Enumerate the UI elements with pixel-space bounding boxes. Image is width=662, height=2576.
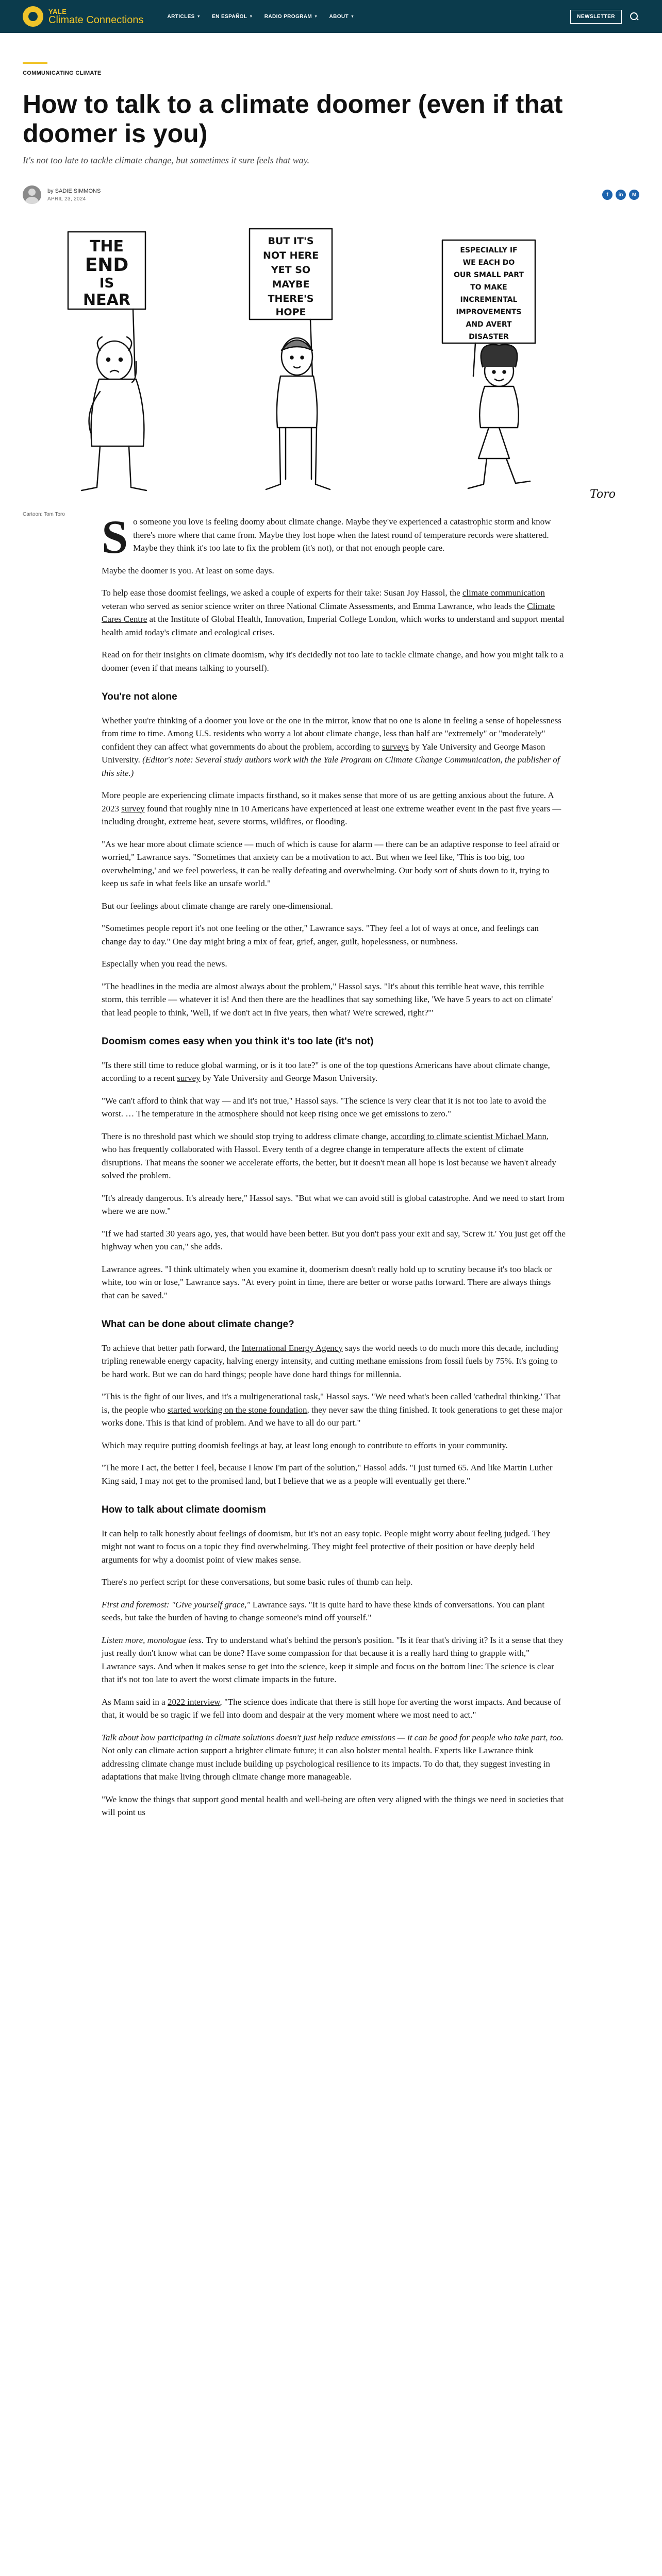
- sign1-line1: THE: [89, 238, 124, 256]
- paragraph-5: Whether you're thinking of a doomer you love or the one in the mirror, know that no one is alone in feeling a sense of hopelessness from time to time. Among U.S. residents who worry a lot about climate change, less than half are "extremely" or "moderately" confident they can affect what governments do about the problem, according to surveys by Yale University and George Mason University. (Editor's note: Several study authors work with the Yale Program on Climate Change Communication, the publisher of this site.): [102, 715, 561, 778]
- link-climate-cares-centre[interactable]: Climate Cares Centre: [102, 601, 555, 624]
- article-title: How to talk to a climate doomer (even if that doomer is you): [23, 90, 563, 148]
- sign2-line5: THERE'S: [268, 293, 314, 304]
- link-iea[interactable]: International Energy Agency: [241, 1343, 343, 1353]
- sign3-line4: TO MAKE: [470, 283, 507, 292]
- author-name[interactable]: by SADIE SIMMONS: [47, 188, 101, 194]
- share-buttons: [602, 190, 639, 200]
- paragraph-14: There is no threshold past which we should stop trying to address climate change, according to climate scientist Michael Mann, who has frequently collaborated with Hassol. Every tenth of a degree change in temperature affects the extent of climate disruptions. That means the sooner we accelerate efforts, the better, but it doesn't mean all hope is lost because we haven't already solved the problem.: [102, 1131, 556, 1180]
- paragraph-1: So someone you love is feeling doomy about climate change. Maybe they've experienced a catastrophic storm and know there's more where that came from. Maybe they lost hope when the latest round of temperature records were shattered. Maybe they think it's too late to fix the problem (it's not), or that not enough people care.: [102, 511, 551, 563]
- link-survey-2023[interactable]: survey: [121, 803, 145, 814]
- facebook-share-icon[interactable]: f: [602, 190, 613, 200]
- section-heading-how-to-talk: How to talk about climate doomism: [102, 1504, 266, 1515]
- link-michael-mann[interactable]: according to climate scientist Michael Mann: [390, 1131, 547, 1141]
- paragraph-27: Talk about how participating in climate solutions doesn't just help reduce emissions — it can be good for people who take part, too. Not only can climate action support a brighter climate future; it can also bolster mental health. Experts like Lawrance think addressing climate change must include building up psychological resilience to its impacts. To do that, they suggest investing in adaptations that make living through climate change more manageable.: [102, 1732, 564, 1782]
- sign2-line4: MAYBE: [272, 279, 310, 290]
- paragraph-3: To help ease those doomist feelings, we asked a couple of experts for their take: Susan Joy Hassol, the climate communication veteran who served as senior science writer on three National Climate Assessments, and Emma Lawrance, who leads the Climate Cares Centre at the Institute of Global Health, Innovation, Imperial College London, which works to understand and support mental health amid today's climate and ecological crises.: [102, 588, 565, 637]
- linkedin-share-icon[interactable]: in: [616, 190, 626, 200]
- nav-articles[interactable]: ARTICLES ▼: [167, 13, 201, 20]
- paragraph-28: "We know the things that support good mental health and well-being are often very aligned with the things we need in societies that will point us: [102, 1794, 564, 1817]
- article-header: [0, 62, 662, 204]
- sign3-line1: ESPECIALLY IF: [460, 246, 518, 255]
- link-surveys[interactable]: surveys: [382, 741, 409, 752]
- paragraph-7: "As we hear more about climate science — much of which is cause for alarm — there can be an adaptive response to feel afraid or worried," Lawrance says. "Sometimes that anxiety can be a motivation to act. But when we feel like, 'This is too big, too overwhelming,' and we feel powerless, it can be really defeating and overwhelming. Our body sort of shuts down to it, trying to keep us safe in what feels like an unsafe world.": [102, 839, 560, 888]
- paragraph-8: But our feelings about climate change are rarely one-dimensional.: [102, 901, 333, 911]
- sign3-line7: AND AVERT: [466, 320, 512, 329]
- sign3-line6: IMPROVEMENTS: [456, 308, 522, 316]
- article-category[interactable]: COMMUNICATING CLIMATE: [23, 70, 102, 76]
- sign3-line8: DISASTER: [469, 333, 509, 341]
- link-survey-yale[interactable]: survey: [177, 1073, 201, 1083]
- chevron-down-icon: ▼: [249, 14, 253, 19]
- logo-bottom-text: Climate Connections: [48, 14, 144, 26]
- site-logo[interactable]: [23, 6, 144, 27]
- paragraph-25: Listen more, monologue less. Try to understand what's behind the person's position. "Is it fear that's driving it? Is it a sense that they just really don't know what can be done? Have some compassion for that because it is a really hard thing to grapple with," Lawrance says. And when it makes sense to get into the science, keep it simple and focus on the bottom line: The science is clear that it's not too late to avert the worst climate impacts in the future.: [102, 1635, 564, 1684]
- paragraph-18: To achieve that better path forward, the International Energy Agency says the world needs to do much more this decade, including tripling renewable energy capacity, halving energy intensity, and cutting methane emissions from fossil fuels by 75%. It's going to be hard work. But we can do hard things; people have done hard things for millennia.: [102, 1343, 559, 1379]
- paragraph-24: First and foremost: "Give yourself grace," Lawrance says. "It is quite hard to have these kinds of conversations. You can plant seeds, but take the burden of having to change someone's mind off yourself.": [102, 1599, 545, 1622]
- author-avatar: [23, 185, 41, 204]
- chevron-down-icon: ▼: [314, 14, 318, 19]
- sign2-line3: YET SO: [271, 264, 311, 276]
- sign3-line5: INCREMENTAL: [460, 296, 518, 304]
- link-2022-interview[interactable]: 2022 interview: [167, 1697, 220, 1707]
- nav-about[interactable]: ABOUT ▼: [329, 13, 355, 20]
- paragraph-15: "It's already dangerous. It's already here," Hassol says. "But what we can avoid still is global catastrophe. And we need to start from where we are now.": [102, 1193, 565, 1216]
- link-climate-communication[interactable]: climate communication: [462, 588, 545, 598]
- paragraph-9: "Sometimes people report it's not one feeling or the other," Lawrance says. "They feel a lot of ways at once, and feelings can change day to day." One day might bring a mix of fear, grief, anger, guilt, hopelessness, or numbness.: [102, 923, 539, 946]
- paragraph-11: "The headlines in the media are almost always about the problem," Hassol says. "It's about this terrible heat wave, this terrible storm, this terrible — whatever it is! And then there are the headlines that say something like, 'We have 5 years to act on climate' that lead people to think, 'Well, if we don't act in five years, then what? We're screwed, right?'": [102, 981, 553, 1018]
- paragraph-22: It can help to talk honestly about feelings of doomism, but it's not an easy topic. People might worry about feeling judged. They might not want to focus on a topic they find overwhelming. They might feel protective of their position or have deeply held arguments for why a doomist point of view makes sense.: [102, 1528, 551, 1565]
- link-stone-foundation[interactable]: started working on the stone foundation: [167, 1404, 307, 1415]
- byline-row: [23, 185, 639, 204]
- section-heading-what-can-be-done: What can be done about climate change?: [102, 1319, 294, 1330]
- paragraph-17: Lawrance agrees. "I think ultimately when you examine it, doomerism doesn't really hold up to scrutiny because it's too black or white, too win or lose," Lawrance says. "At every point in time, there are better or worse paths forward. There are always things that can be saved.": [102, 1264, 552, 1300]
- paragraph-19: "This is the fight of our lives, and it's a multigenerational task," Hassol says. "We need what's been called 'cathedral thinking.' That is, the people who started working on the stone foundation, they never saw the thing finished. It took generations to get these major works done. This is that kind of problem. And we have to all do our part.": [102, 1392, 562, 1428]
- image-caption: Cartoon: Tom Toro: [23, 512, 65, 517]
- newsletter-button[interactable]: NEWSLETTER: [570, 10, 622, 24]
- paragraph-16: "If we had started 30 years ago, yes, that would have been better. But you don't pass your exit and say, 'Screw it.' You just get off the highway when you can," she adds.: [102, 1228, 566, 1251]
- logo-top-text: YALE: [48, 7, 67, 15]
- drop-cap: S: [102, 511, 128, 563]
- paragraph-10: Especially when you read the news.: [102, 959, 227, 969]
- article-dek: It's not too late to tackle climate change, but sometimes it sure feels that way.: [23, 155, 310, 165]
- paragraph-6: More people are experiencing climate impacts firsthand, so it makes sense that more of us are getting anxious about the future. A 2023 survey found that roughly nine in 10 Americans have experienced at least one extreme weather event in the past five years — including drought, extreme heat, severe storms, wildfires, or flooding.: [102, 790, 561, 826]
- sign2-line1: BUT IT'S: [268, 235, 314, 247]
- paragraph-12: "Is there still time to reduce global warming, or is it too late?" is one of the top questions Americans have about climate change, according to a recent survey by Yale University and George Mason University.: [102, 1060, 550, 1083]
- sign3-line3: OUR SMALL PART: [453, 271, 524, 279]
- sign1-line4: NEAR: [83, 291, 130, 309]
- sign3-line2: WE EACH DO: [462, 259, 515, 267]
- accent-bar: [23, 62, 47, 64]
- paragraph-26: As Mann said in a 2022 interview, "The science does indicate that there is still hope for averting the worst impacts. And because of that, it would be so tragic if we fell into doom and despair at the very moment where we most need to act.": [102, 1697, 561, 1720]
- cartoonist-signature: Toro: [590, 488, 616, 501]
- sign2-line2: NOT HERE: [262, 250, 319, 261]
- paragraph-21: "The more I act, the better I feel, because I know I'm part of the solution," Hassol adds. "I just turned 65. And like Martin Luther King said, I may not get to the promised land, but I believe that we as a people will eventually get there.": [102, 1463, 553, 1486]
- paragraph-2: Maybe the doomer is you. At least on some days.: [102, 565, 274, 575]
- chevron-down-icon: ▼: [351, 14, 355, 19]
- email-share-icon[interactable]: M: [629, 190, 639, 200]
- chevron-down-icon: ▼: [196, 14, 201, 19]
- sign1-line3: IS: [99, 276, 114, 291]
- section-heading-not-alone: You're not alone: [102, 691, 177, 702]
- site-header: [0, 0, 662, 33]
- paragraph-4: Read on for their insights on climate doomism, why it's decidedly not too late to tackle climate change, and how you might talk to a doomer (even if that means talking to yourself).: [102, 650, 564, 673]
- editors-note: (Editor's note: Several study authors work with the Yale Program on Climate Change Communication, the publisher of this site.): [102, 755, 560, 778]
- section-heading-doomism: Doomism comes easy when you think it's too late (it's not): [102, 1036, 374, 1047]
- main-nav: [168, 14, 355, 20]
- article-body: [102, 511, 566, 1828]
- sign2-line6: HOPE: [275, 307, 306, 318]
- nav-radio-program[interactable]: RADIO PROGRAM ▼: [264, 13, 318, 20]
- paragraph-23: There's no perfect script for these conversations, but some basic rules of thumb can help.: [102, 1577, 413, 1587]
- sign1-line2: END: [85, 255, 129, 276]
- publish-date: APRIL 23, 2024: [47, 196, 86, 202]
- paragraph-20: Which may require putting doomish feelings at bay, at least long enough to contribute to efforts in your community.: [102, 1440, 508, 1450]
- cartoon-illustration: [23, 222, 639, 505]
- logo-mark-icon: [23, 6, 43, 27]
- nav-en-espanol[interactable]: EN ESPAÑOL ▼: [212, 13, 253, 20]
- search-icon[interactable]: [629, 11, 639, 22]
- paragraph-13: "We can't afford to think that way — and it's not true," Hassol says. "The science is very clear that it is not too late to avoid the worst. … The temperature in the atmosphere should not keep rising once we get emissions to zero.": [102, 1095, 547, 1118]
